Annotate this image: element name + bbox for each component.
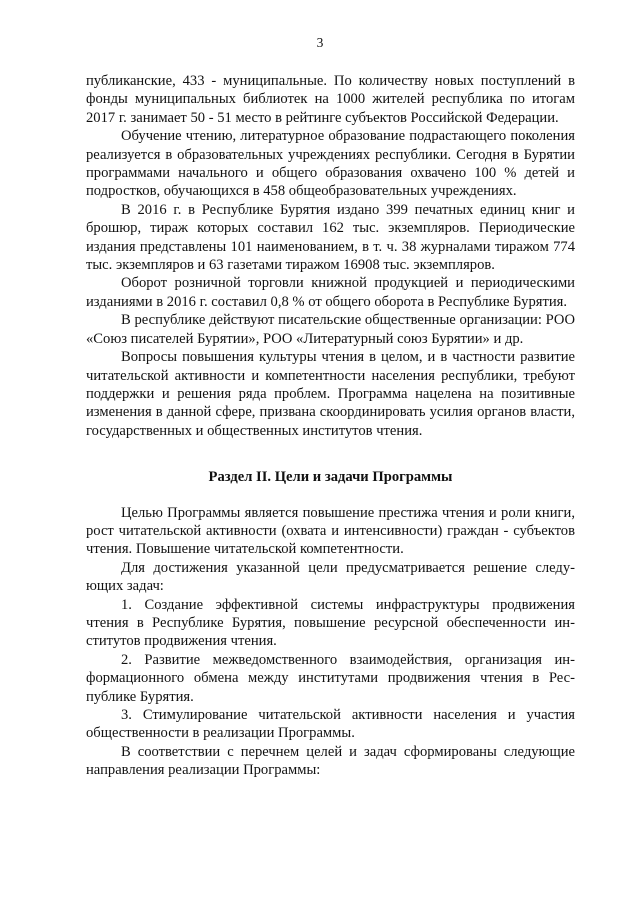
paragraph-writers-organizations: В республике действуют писательские общественные организации: РОО «Союз писателей Бурятии», РОО «Литературный союз Бурятии» и др. bbox=[86, 312, 575, 347]
document-body bbox=[86, 72, 575, 780]
paragraph-reading-education: Обучение чтению, литературное образование подрастающего поколения реализуется в образовательных учреждениях республики. Сегодня в Бурятии программами начального и общего образования охвачено 100 % детей и подростков, обучающихся в 458 общеобразовательных учреждениях. bbox=[86, 128, 575, 200]
paragraph-program-goal: Целью Программы является повышение престижа чтения и роли книги, рост читательской активности (охвата и интенсивности) граждан - субъектов чтения. Повышение читательской компетентности. bbox=[86, 504, 575, 558]
paragraph-directions-intro: В соответствии с перечнем целей и задач сформированы следующие направления реализации Программы: bbox=[86, 743, 575, 779]
paragraph-library-stats: публиканские, 433 - муниципальные. По количеству новых поступлений в фонды муниципальных библиотек на 1000 жителей республика по итогам 2017 г. занимает 50 - 51 место в рейтинге субъектов Российской Федерации. bbox=[86, 73, 575, 126]
paragraph-task-1: 1. Создание эффективной системы инфраструктуры продвижения чтения в Республике Бурятия, повышение ресурсной обеспеченности институтов продвижения чтения. bbox=[86, 596, 575, 650]
paragraph-task-2: 2. Развитие межведомственного взаимодействия, организация информационного обмена между институтами продвижения чтения в Республике Бурятия. bbox=[86, 651, 575, 705]
paragraph-publishing-2016: В 2016 г. в Республике Бурятия издано 399 печатных единиц книг и брошюр, тираж которых составил 162 тыс. экземпляров. Периодические издания представлены 101 наименованием, в т. ч. 38 журналами тиражом 774 тыс. экземпляров и 63 газетами тиражом 16908 тыс. экземпляров. bbox=[86, 201, 575, 274]
paragraph-task-3: 3. Стимулирование читательской активности населения и участия общественности в реализации Программы. bbox=[86, 707, 575, 742]
section-heading: Раздел II. Цели и задачи Программы bbox=[208, 469, 453, 486]
paragraph-reading-culture-issues: Вопросы повышения культуры чтения в целом, и в частности развитие читательской активности и компетентности населения республики, требуют поддержки и решения ряда проблем. Программа нацелена на позитивные изменения в данной сфере, призвана скоординировать усилия органов власти, государственных и общественных институтов чтения. bbox=[86, 349, 575, 439]
paragraph-retail-turnover: Оборот розничной торговли книжной продукцией и периодическими изданиями в 2016 г. составил 0,8 % от общего оборота в Республике Бурятия. bbox=[86, 275, 575, 310]
page-number: 3 bbox=[316, 35, 324, 50]
paragraph-tasks-intro: Для достижения указанной цели предусматривается решение следующих задач: bbox=[86, 559, 575, 595]
